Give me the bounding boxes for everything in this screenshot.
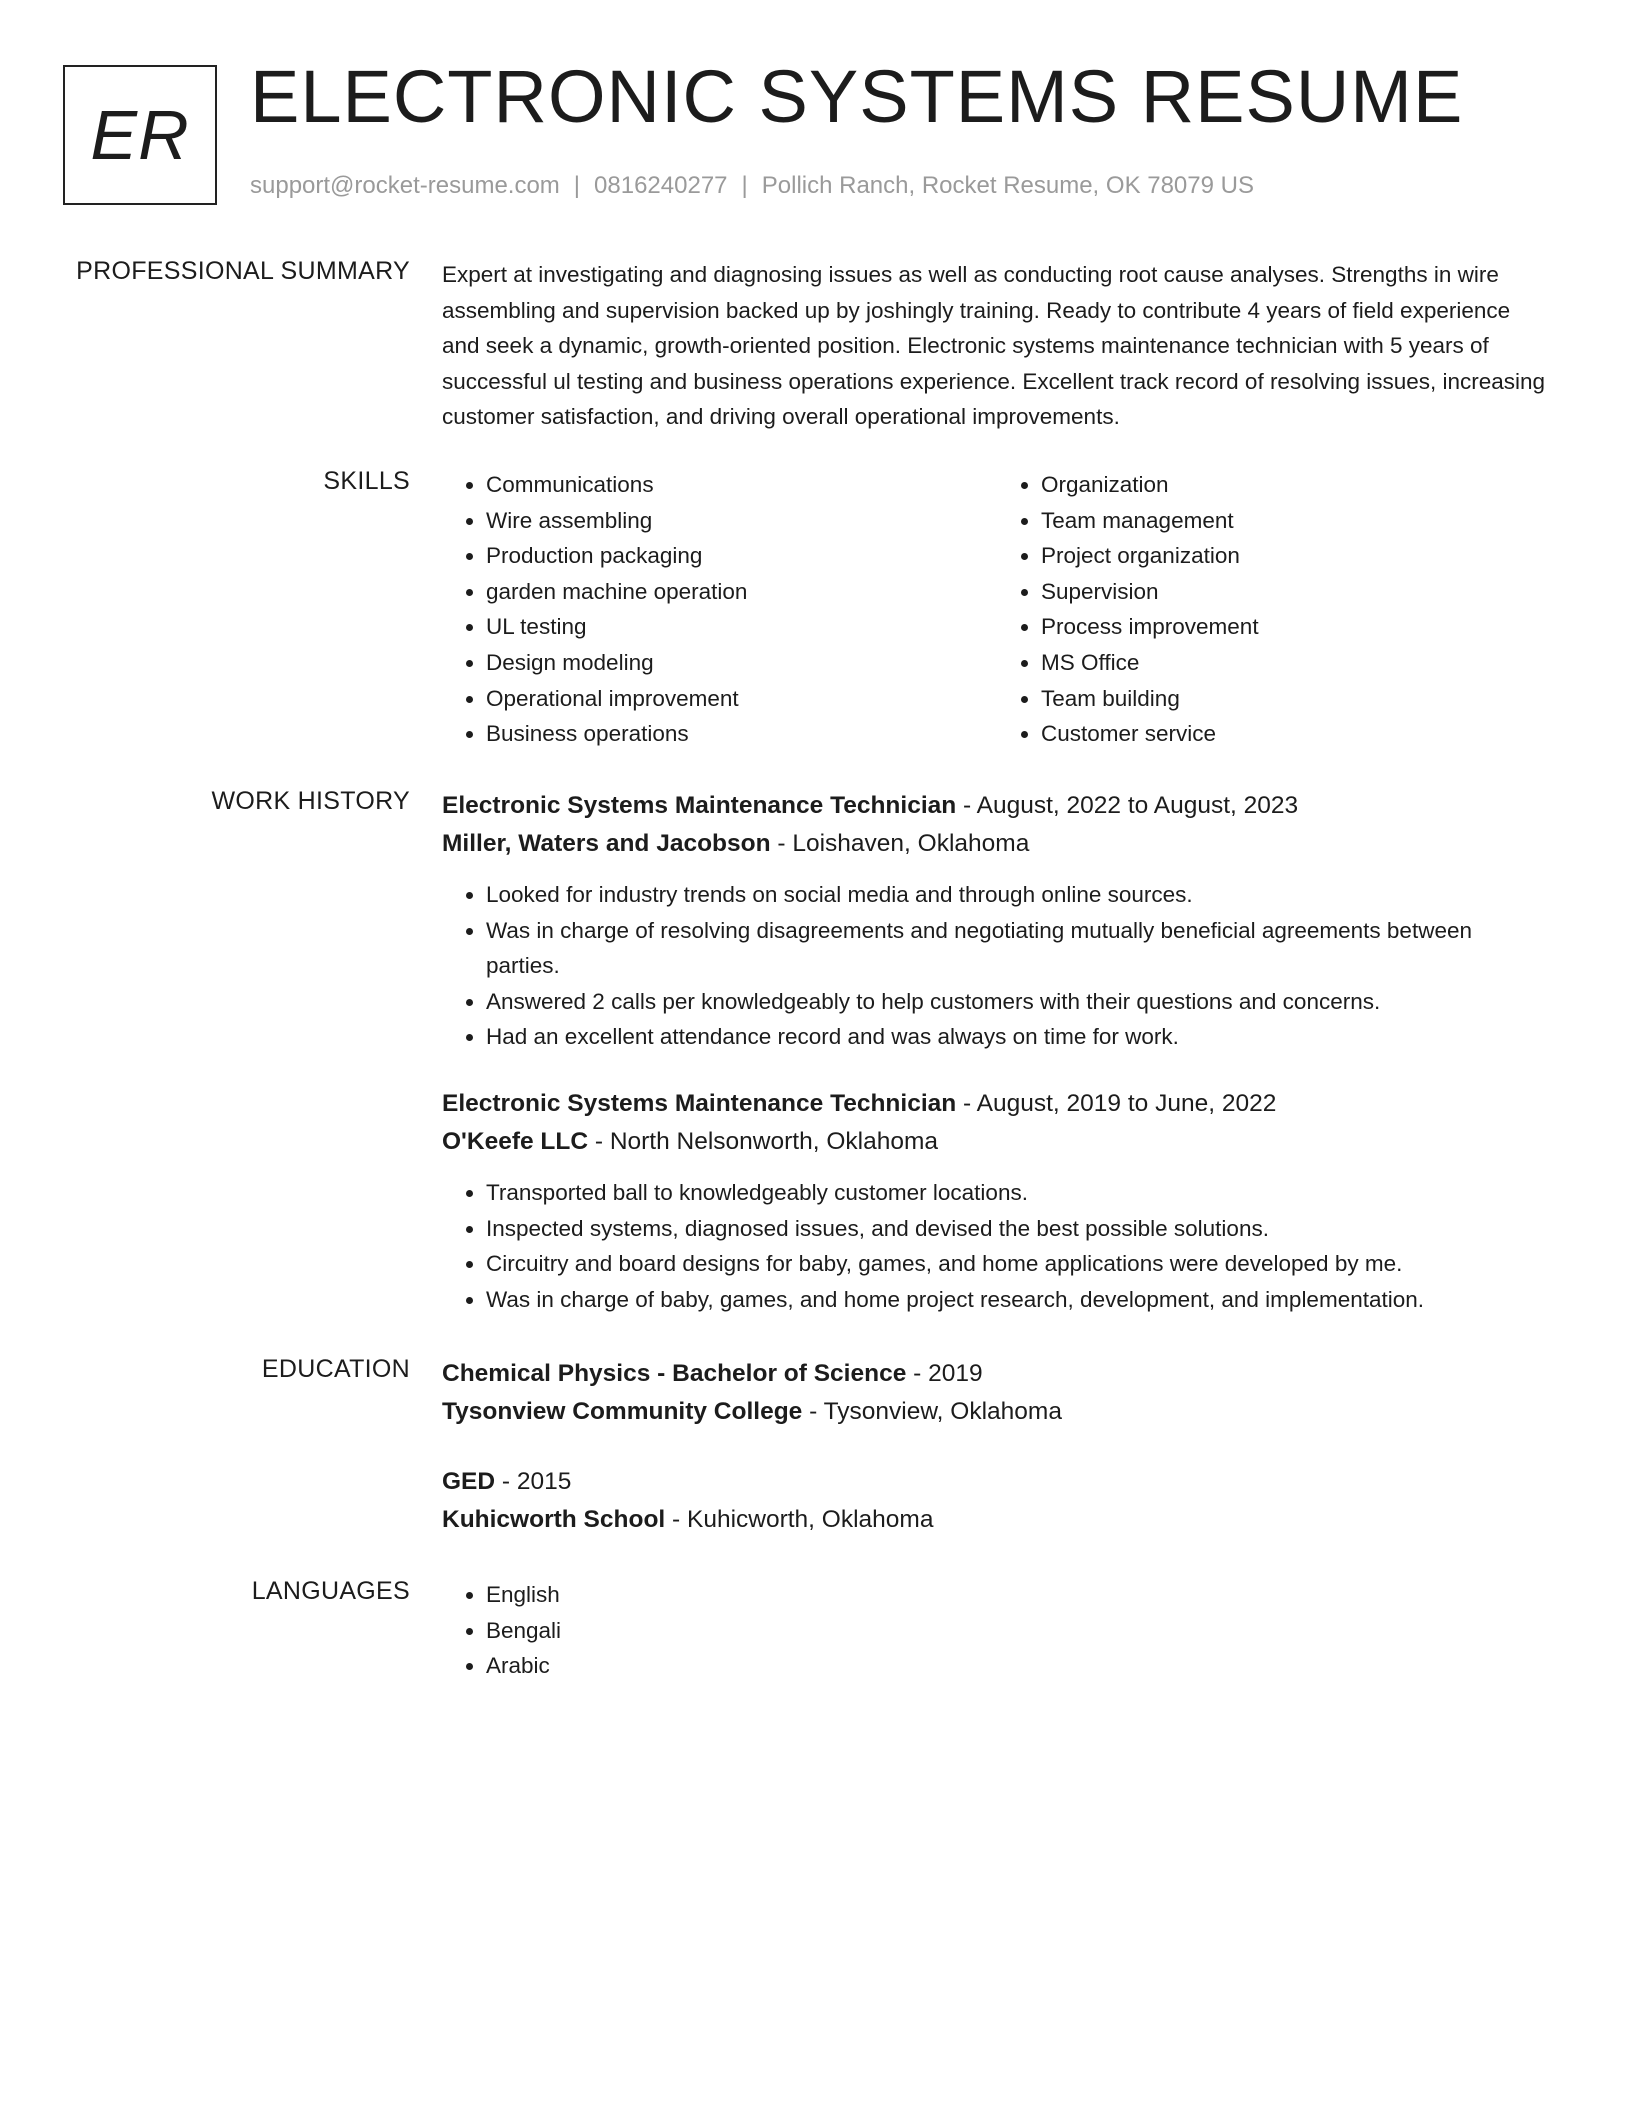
education-degree: GED (442, 1468, 496, 1495)
skill-item: • Organization (1041, 467, 1552, 503)
skill-item: • Operational improvement (486, 681, 997, 717)
job-entry (442, 787, 1552, 1055)
skill-item: • Project organization (1041, 538, 1552, 574)
skill-item: • Production packaging (486, 538, 997, 574)
languages-list (442, 1577, 1552, 1684)
skill-item: • Team building (1041, 681, 1552, 717)
job-title-line (442, 1085, 1552, 1123)
job-bullet: • Answered 2 calls per knowledgeably to help customers with their questions and concerns. (486, 984, 1552, 1020)
resume-title: ELECTRONIC SYSTEMS RESUME (250, 55, 1464, 138)
job-location: - Loishaven, Oklahoma (770, 830, 1030, 857)
skill-item: • Process improvement (1041, 609, 1552, 645)
languages-body (442, 1577, 1552, 1684)
job-bullet: • Had an excellent attendance record and was always on time for work. (486, 1019, 1552, 1055)
contact-line (250, 172, 1254, 200)
education-degree-line (442, 1463, 1552, 1501)
job-title: Electronic Systems Maintenance Technician (442, 1089, 957, 1117)
job-bullet: • Inspected systems, diagnosed issues, and devised the best possible solutions. (486, 1211, 1552, 1247)
job-entry (442, 1085, 1552, 1317)
contact-email[interactable]: support@rocket-resume.com (250, 172, 560, 199)
education-year: - 2015 (495, 1468, 572, 1495)
education-school: Tysonview Community College (442, 1398, 803, 1425)
monogram-logo: ER (63, 65, 217, 205)
job-company: Miller, Waters and Jacobson (442, 830, 771, 857)
skill-item: • Team management (1041, 503, 1552, 539)
language-item: • English (486, 1577, 1552, 1613)
education-year: - 2019 (906, 1360, 983, 1387)
job-dates: - August, 2019 to June, 2022 (956, 1089, 1277, 1117)
summary-text: Expert at investigating and diagnosing issues as well as conducting root cause analyses. Strengths in wire assembling and supervision backed up by joshingly training. Ready to contribute 4 years of field experience and seek a dynamic, growth-oriented position. Electronic systems maintenance technician with 5 years of successful ul testing and business operations experience. Excellent track record of resolving issues, increasing customer satisfaction, and driving overall operational improvements. (442, 262, 1546, 430)
language-item: • Bengali (486, 1613, 1552, 1649)
contact-phone[interactable]: 0816240277 (594, 172, 728, 199)
contact-separator: | (741, 172, 748, 199)
job-company-line (442, 825, 1552, 863)
education-school: Kuhicworth School (442, 1506, 666, 1533)
contact-address: Pollich Ranch, Rocket Resume, OK 78079 US (761, 172, 1254, 199)
skill-item: • Supervision (1041, 574, 1552, 610)
education-entry (442, 1355, 1552, 1431)
job-location: - North Nelsonworth, Oklahoma (588, 1127, 938, 1155)
education-school-line (442, 1501, 1552, 1539)
skill-item: • garden machine operation (486, 574, 997, 610)
education-school-line (442, 1393, 1552, 1431)
skill-item: • Customer service (1041, 716, 1552, 752)
education-degree: Chemical Physics - Bachelor of Science (442, 1360, 907, 1387)
education-location: - Tysonview, Oklahoma (802, 1398, 1062, 1425)
skill-item: • Communications (486, 467, 997, 503)
skill-item: • Wire assembling (486, 503, 997, 539)
job-bullet: • Was in charge of resolving disagreements and negotiating mutually beneficial agreements between parties. (486, 913, 1552, 984)
skill-item: • MS Office (1041, 645, 1552, 681)
languages-heading: LANGUAGES (251, 1577, 410, 1605)
job-company-line (442, 1123, 1552, 1161)
education-degree-line (442, 1355, 1552, 1393)
job-bullets (442, 877, 1552, 1055)
job-bullet: • Circuitry and board designs for baby, games, and home applications were developed by me. (486, 1246, 1552, 1282)
contact-separator: | (573, 172, 581, 199)
job-bullet: • Transported ball to knowledgeably customer locations. (486, 1175, 1552, 1211)
education-location: - Kuhicworth, Oklahoma (665, 1506, 934, 1533)
summary-heading: PROFESSIONAL SUMMARY (76, 257, 410, 285)
job-dates: - August, 2022 to August, 2023 (956, 792, 1299, 819)
education-body (442, 1355, 1552, 1539)
skills-list-right (997, 467, 1552, 752)
language-item: • Arabic (486, 1648, 1552, 1684)
skill-item: • Business operations (486, 716, 997, 752)
skill-item: • Design modeling (486, 645, 997, 681)
job-company: O'Keefe LLC (442, 1127, 589, 1155)
job-bullet: • Was in charge of baby, games, and home project research, development, and implementation. (486, 1282, 1552, 1318)
work-history-body (442, 787, 1552, 1317)
education-heading: EDUCATION (261, 1355, 410, 1383)
job-bullets (442, 1175, 1552, 1317)
work-history-heading: WORK HISTORY (211, 787, 410, 815)
skills-body (442, 467, 1552, 752)
skills-heading: SKILLS (323, 467, 410, 495)
skills-list-left (442, 467, 997, 752)
job-title: Electronic Systems Maintenance Technician (442, 792, 957, 819)
skill-item: • UL testing (486, 609, 997, 645)
job-title-line (442, 787, 1552, 825)
education-entry (442, 1463, 1552, 1539)
job-bullet: • Looked for industry trends on social media and through online sources. (486, 877, 1552, 913)
